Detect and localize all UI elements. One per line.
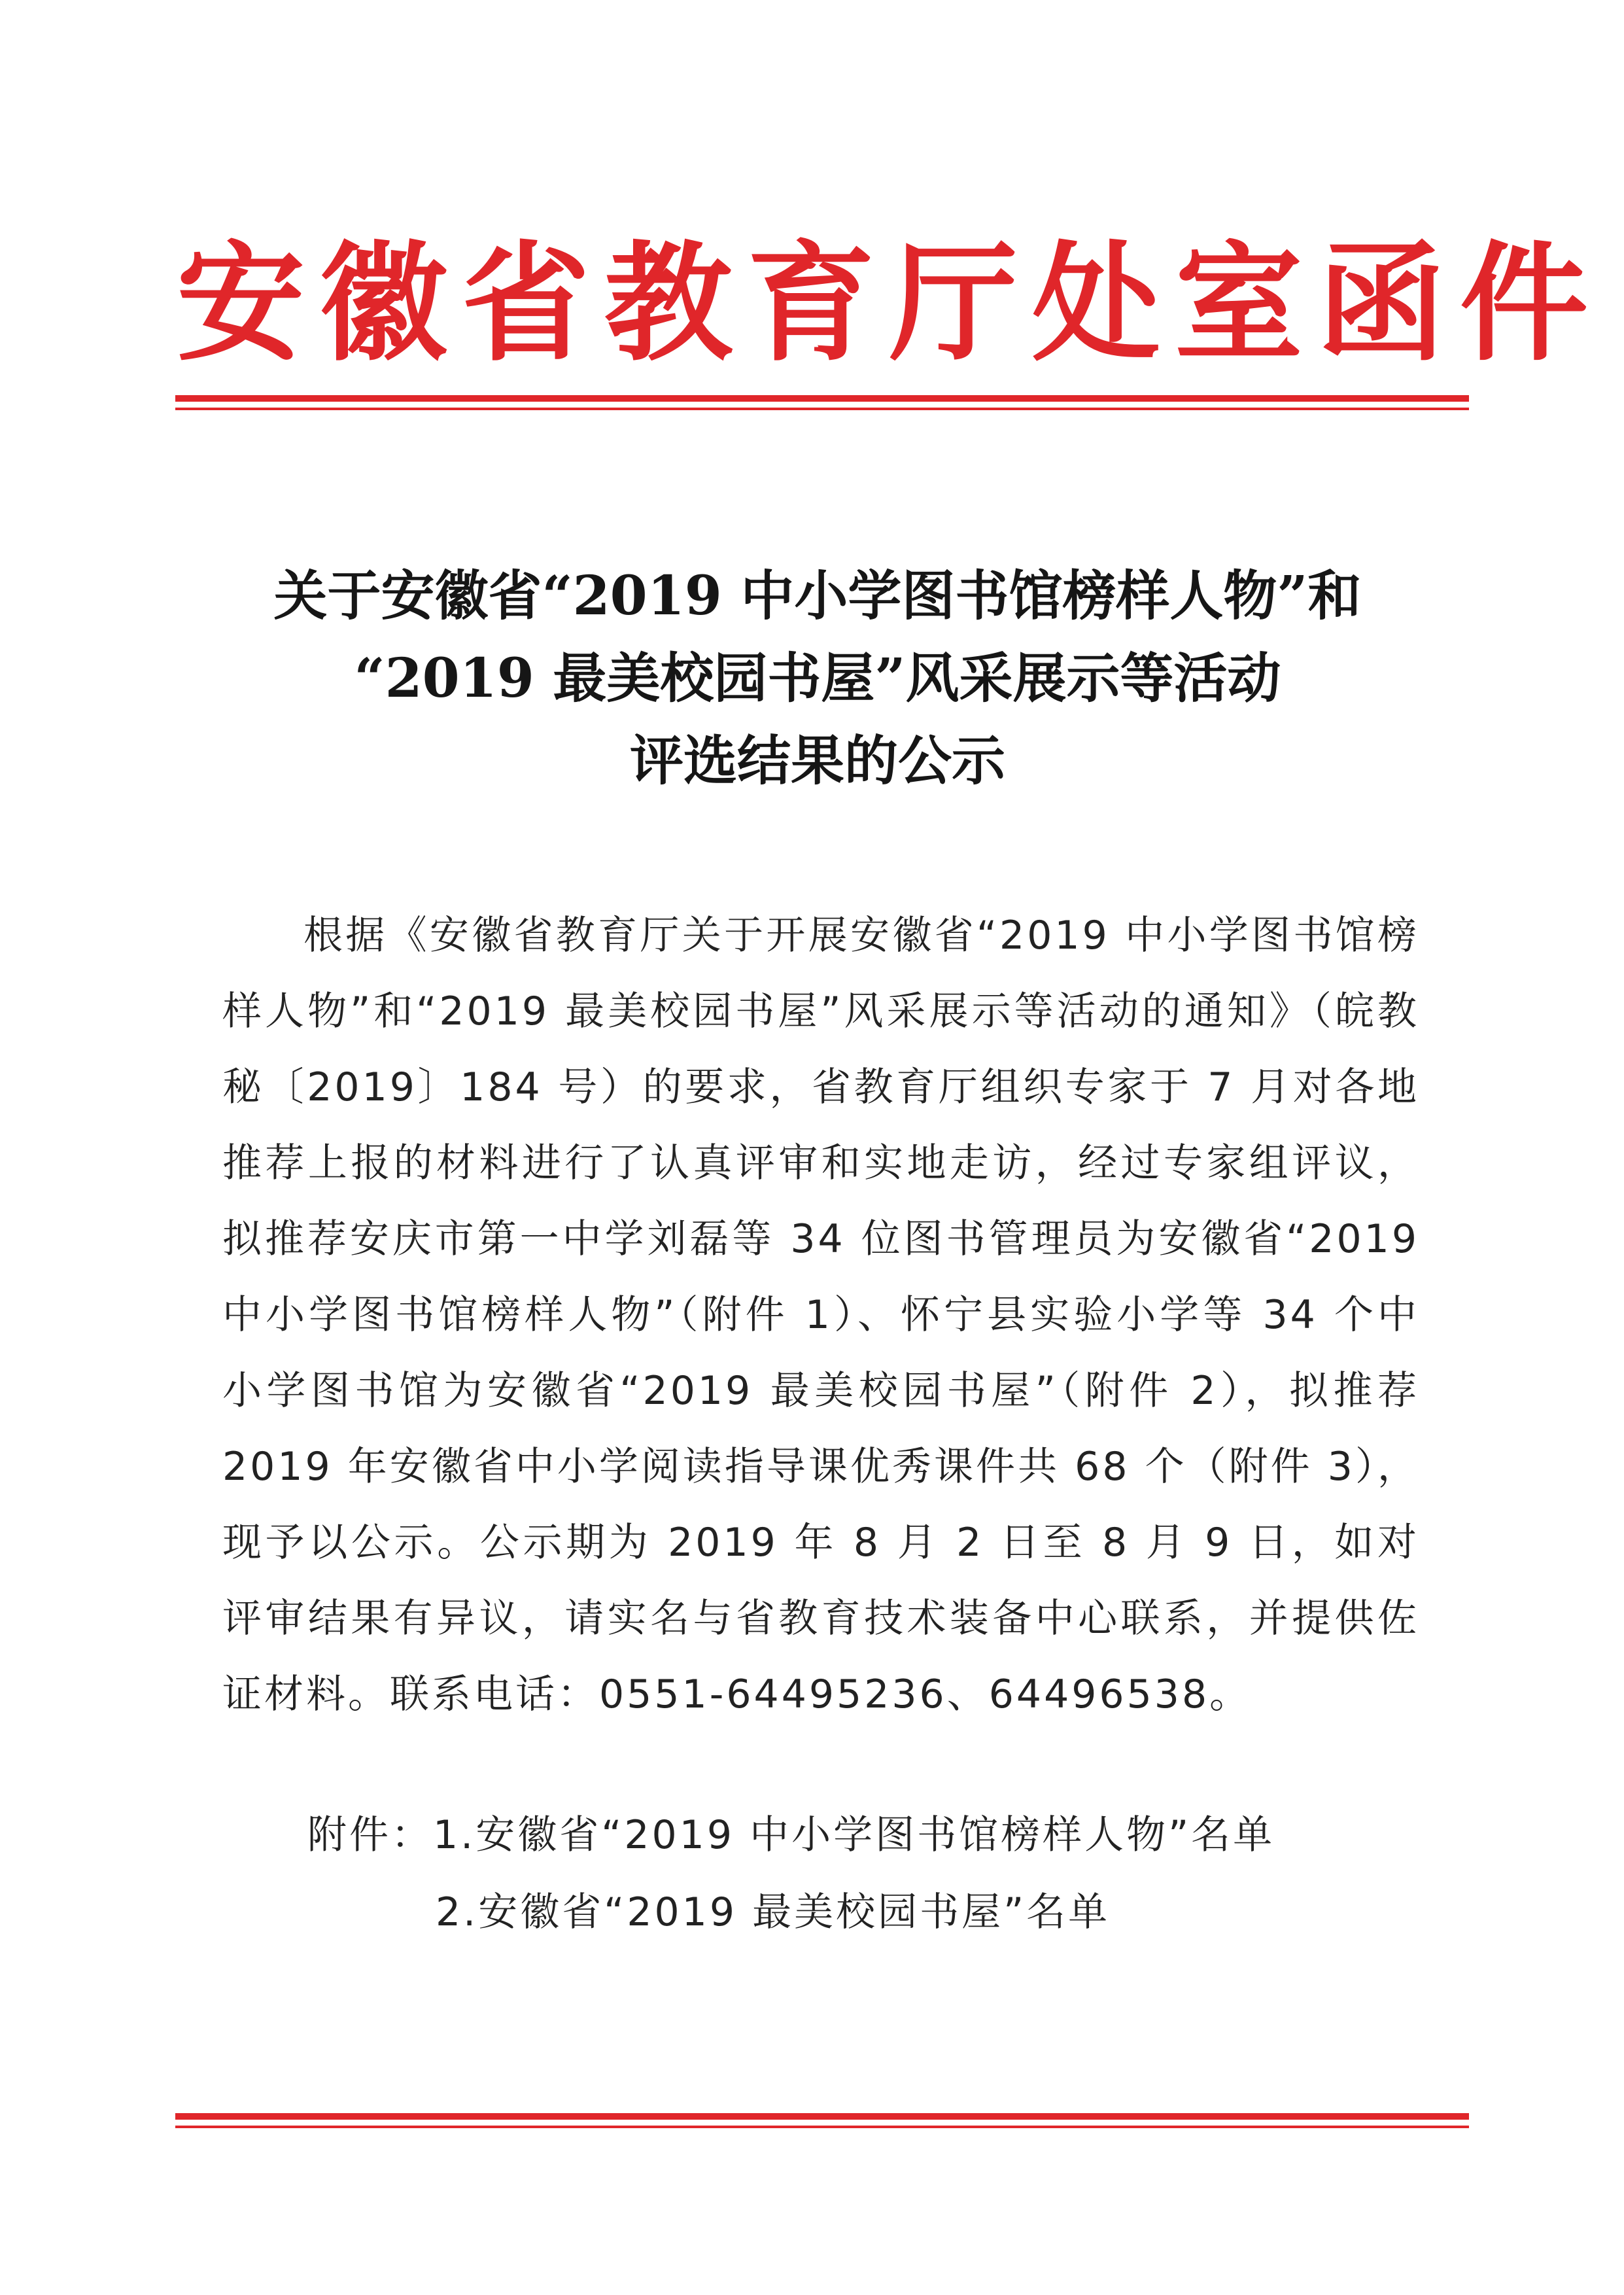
attachment-row-2 xyxy=(307,1874,1419,1951)
attachment-row-1 xyxy=(307,1796,1419,1874)
header-divider-thick xyxy=(175,395,1469,402)
footer-divider xyxy=(175,2113,1469,2128)
attachments-label: 附件： xyxy=(307,1812,433,1858)
title-line-3: 评选结果的公示 xyxy=(629,729,1005,792)
title-line-2: “2019 最美校园书屋”风采展示等活动 xyxy=(354,647,1281,710)
attachment-item-2: 2.安徽省“2019 最美校园书屋”名单 xyxy=(436,1889,1111,1935)
attachment-item-1: 1.安徽省“2019 中小学图书馆榜样人物”名单 xyxy=(433,1812,1275,1858)
document-title xyxy=(196,555,1439,802)
title-line-1: 关于安徽省“2019 中小学图书馆榜样人物”和 xyxy=(273,565,1362,627)
masthead-title: 安徽省教育厅处室函件 xyxy=(177,230,1603,379)
body-paragraph: 根据《安徽省教育厅关于开展安徽省“2019 中小学图书馆榜样人物”和“2019 最美校园书屋”风采展示等活动的通知》（皖教秘〔2019〕184 号）的要求，省教育厅组织专家于 7 月对各地推荐上报的材料进行了认真评审和实地走访，经过专家组评议，拟推荐安庆市第一中学刘磊等 34 位图书管理员为安徽省“2019 中小学图书馆榜样人物”（附件 1）、怀宁县实验小学等 34 个中小学图书馆为安徽省“2019 最美校园书屋”（附件 2），拟推荐 2019 年安徽省中小学阅读指导课优秀课件共 68 个（附件 3），现予以公示。公示期为 2019 年 8 月 2 日至 8 月 9 日，如对评审结果有异议，请实名与省教育技术装备中心联系，并提供佐证材料。联系电话：0551-64495236、64496538。 xyxy=(222,913,1419,1717)
footer-divider-thick xyxy=(175,2113,1469,2120)
footer-divider-thin xyxy=(175,2126,1469,2128)
header-divider-thin xyxy=(175,408,1469,410)
header-divider xyxy=(175,395,1469,410)
attachments-block xyxy=(307,1796,1419,1951)
